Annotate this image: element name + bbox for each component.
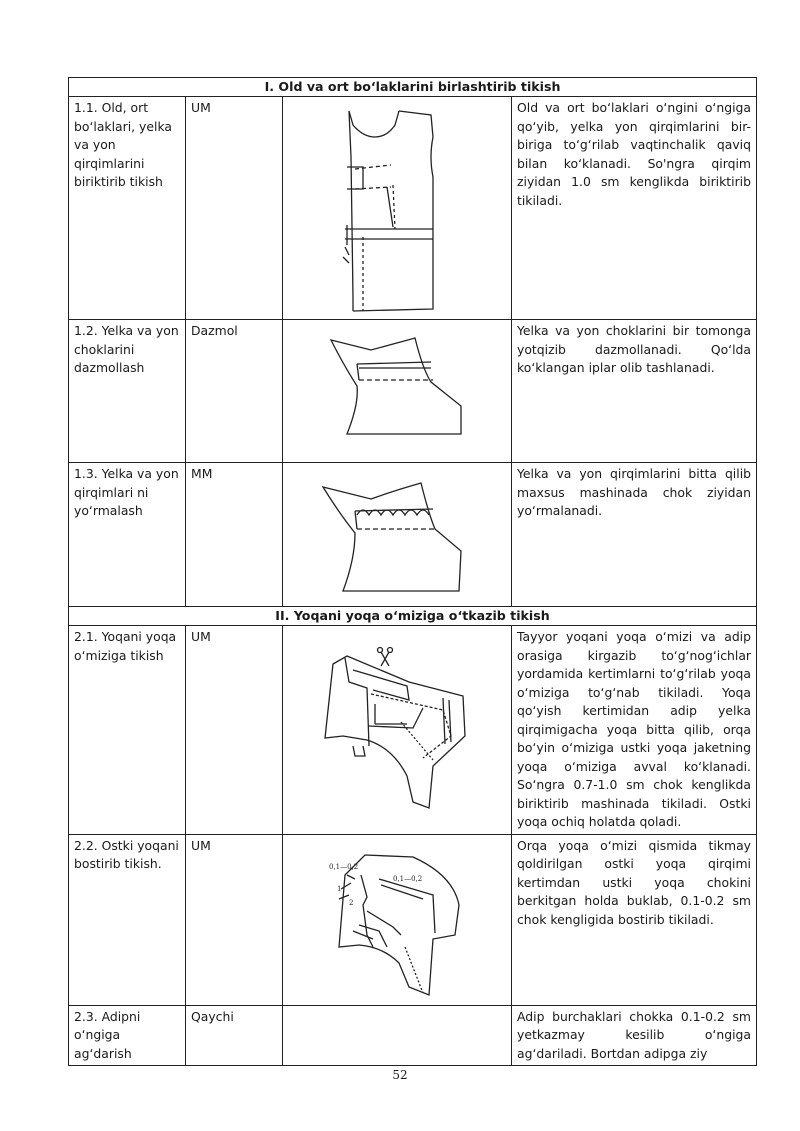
equipment-cell: Qaychi — [186, 1005, 283, 1066]
figure-label: 0,1—0,2 — [393, 874, 423, 883]
front-back-pieces-sewing-diagram-icon — [283, 97, 512, 320]
figure-label: 0,1—0,2 — [329, 862, 359, 871]
description-cell: Adip burchaklari chokka 0.1-0.2 sm yetkazmay kesilib o‘ngiga ag‘dariladi. Bortdan adipga ziy — [512, 1005, 757, 1066]
section-title: II. Yoqani yoqa o‘miziga o‘tkazib tikish — [69, 607, 757, 626]
table-row — [69, 97, 757, 320]
table-row — [69, 320, 757, 463]
step-cell: 1.2. Yelka va yon choklarini dazmollash — [69, 320, 186, 463]
table-row — [69, 1005, 757, 1066]
figure-label: 2 — [349, 898, 354, 907]
description-cell: Tayyor yoqani yoqa o‘mizi va adip orasiga kirgazib to‘g‘nog‘ichlar yordamida kertimlarni to‘g‘rilab yoqa o‘miziga to‘g‘nab tikiladi. Yoqa qo‘yish kertimidan adip yelka qirqimigacha yoqa bitta qilib, orqa bo‘yin o‘miziga ustki yoqa jaketning yoqa o‘miziga avval ko‘klanadi. So‘ngra 0.7-1.0 sm chok kenglikda biriktirib mashinada tikiladi. Ostki yoqa ochiq holatda qoladi. — [512, 626, 757, 835]
step-cell: 1.3. Yelka va yon qirqimlari ni yo‘rmalash — [69, 463, 186, 607]
table-row — [69, 463, 757, 607]
table-row — [69, 626, 757, 835]
step-cell: 2.2. Ostki yoqani bostirib tikish. — [69, 834, 186, 1005]
figure-label: 1 — [337, 884, 342, 893]
equipment-cell: UM — [186, 97, 283, 320]
equipment-cell: Dazmol — [186, 320, 283, 463]
description-cell: Yelka va yon choklarini bir tomonga yotqizib dazmollanadi. Qo‘lda ko‘klangan iplar olib tashlanadi. — [512, 320, 757, 463]
section-title: I. Old va ort bo‘laklarini birlashtirib tikish — [69, 78, 757, 97]
equipment-cell: UM — [186, 834, 283, 1005]
undercollar-topstitch-diagram-icon — [283, 834, 512, 1005]
collar-attach-diagram-icon — [283, 626, 512, 835]
step-cell: 2.1. Yoqani yoqa o‘miziga tikish — [69, 626, 186, 835]
step-cell: 1.1. Old, ort bo‘laklari, yelka va yon qirqimlarini biriktirib tikish — [69, 97, 186, 320]
seam-ironing-diagram-icon — [283, 320, 512, 463]
overlock-seam-diagram-icon — [283, 463, 512, 607]
table-row — [69, 834, 757, 1005]
equipment-cell: MM — [186, 463, 283, 607]
description-cell: Orqa yoqa o‘mizi qismida tikmay qoldirilgan ostki yoqa qirqimi kertimdan ustki yoqa chokini berkitgan holda buklab, 0.1-0.2 sm chok kengligida bostirib tikiladi. — [512, 834, 757, 1005]
process-table — [68, 77, 757, 1066]
facing-turn-diagram-icon — [283, 1005, 512, 1066]
description-cell: Yelka va yon qirqimlarini bitta qilib maxsus mashinada chok ziyidan yo‘rmalanadi. — [512, 463, 757, 607]
equipment-cell: UM — [186, 626, 283, 835]
description-cell: Old va ort bo‘laklari o‘ngini o‘ngiga qo‘yib, yelka yon qirqimlarini bir-biriga to‘g‘rilab vaqtinchalik qaviq bilan ko‘klanadi. So'ngra qirqim ziyidan 1.0 sm kenglikda biriktirib tikiladi. — [512, 97, 757, 320]
page-number: 52 — [392, 1068, 408, 1082]
step-cell: 2.3. Adipni o‘ngiga ag‘darish — [69, 1005, 186, 1066]
